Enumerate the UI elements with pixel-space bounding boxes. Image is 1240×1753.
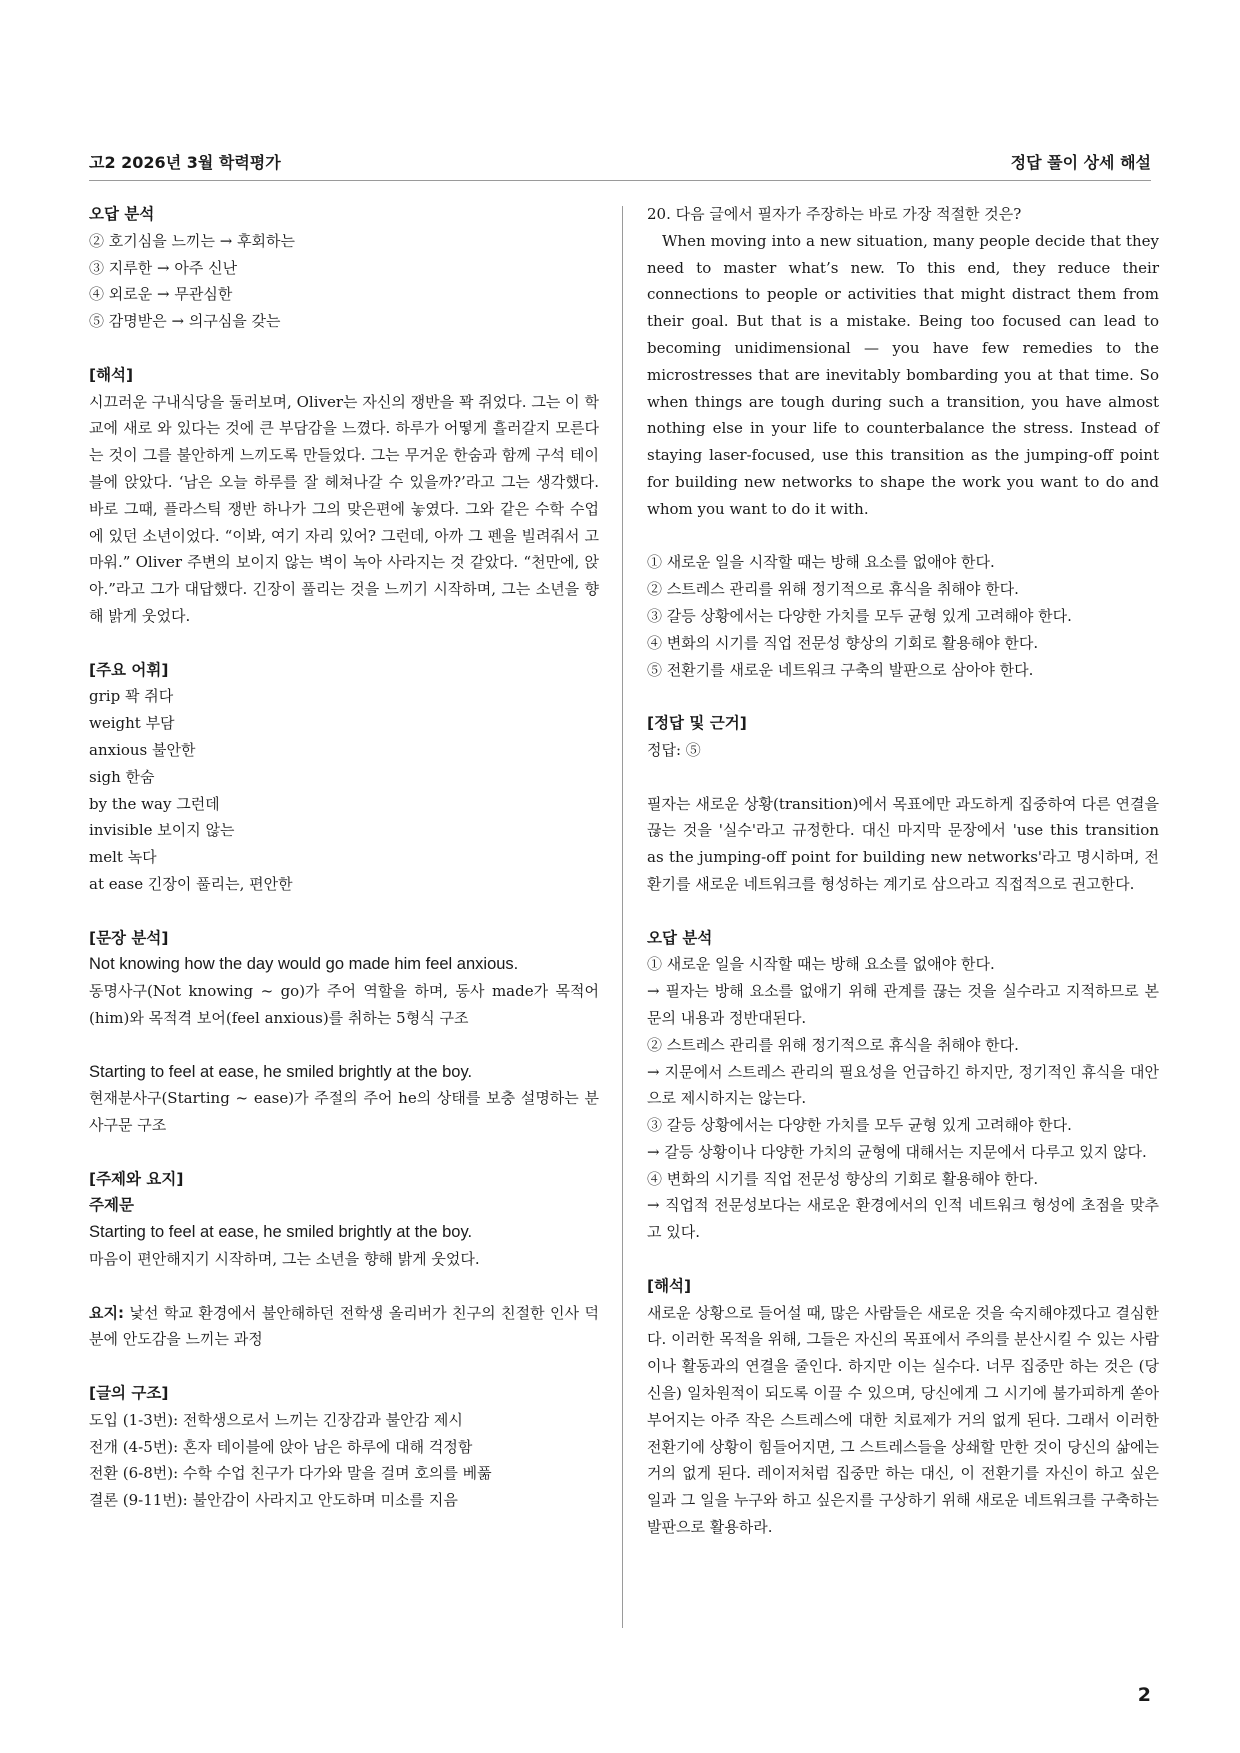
vocab-item: at ease 긴장이 풀리는, 편안한: [89, 874, 293, 893]
vocab-item: grip 꽉 쥐다: [89, 687, 174, 706]
sentence-english: Starting to feel at ease, he smiled brightly at the boy.: [89, 1062, 473, 1081]
theme-sentence-label: 주제문: [89, 1196, 134, 1215]
answer-option: ③ 갈등 상황에서는 다양한 가치를 모두 균형 있게 고려해야 한다.: [647, 606, 1072, 625]
structure-item: 전개 (4-5번): 혼자 테이블에 앉아 남은 하루에 대해 걱정함: [89, 1437, 473, 1456]
theme-title: [주제와 요지]: [89, 1169, 184, 1188]
wrong-item: ⑤ 감명받은 → 의구심을 갖는: [89, 312, 281, 331]
wrong-option-note: → 직업적 전문성보다는 새로운 환경에서의 인적 네트워크 형성에 초점을 맞추고 있다.: [647, 1196, 1159, 1242]
answer-option: ① 새로운 일을 시작할 때는 방해 요소를 없애야 한다.: [647, 553, 995, 572]
sentence-explanation: 동명사구(Not knowing ~ go)가 주어 역할을 하며, 동사 made가 목적어(him)와 목적격 보어(feel anxious)를 취하는 5형식 구조: [89, 982, 599, 1027]
answer-title: [정답 및 근거]: [647, 714, 747, 733]
theme-sentence-english: Starting to feel at ease, he smiled brightly at the boy.: [89, 1223, 473, 1242]
sentence-analysis-title: [문장 분석]: [89, 928, 169, 947]
translation-title: [해석]: [89, 365, 134, 384]
wrong-analysis-title: 오답 분석: [647, 928, 713, 947]
gist-label: 요지:: [89, 1303, 124, 1322]
wrong-option: ① 새로운 일을 시작할 때는 방해 요소를 없애야 한다.: [647, 955, 995, 974]
answer-option: ⑤ 전환기를 새로운 네트워크 구축의 발판으로 삼아야 한다.: [647, 660, 1034, 679]
wrong-analysis-title: 오답 분석: [89, 205, 155, 223]
vocab-item: sigh 한숨: [89, 767, 155, 786]
vocab-item: melt 녹다: [89, 848, 157, 867]
wrong-option-note: → 갈등 상황이나 다양한 가치의 균형에 대해서는 지문에서 다루고 있지 않다.: [647, 1142, 1147, 1161]
translation-text: 새로운 상황으로 들어설 때, 많은 사람들은 새로운 것을 숙지해야겠다고 결심한다. 이러한 목적을 위해, 그들은 자신의 목표에서 주의를 분산시킬 수 있는 사람이나 활동과의 연결을 줄인다. 하지만 이는 실수다. 너무 집중만 하는 것은 (당신을) 일차원적이 되도록 이끌 수 있으며, 당신에게 그 시기에 불가피하게 쏟아부어지는 아주 작은 스트레스에 대한 치료제가 거의 없게 된다. 그래서 이러한 전환기에 상황이 힘들어지면, 그 스트레스들을 상쇄할 만한 것이 당신의 삶에는 거의 없게 된다. 레이저처럼 집중만 하는 대신, 이 전환기를 자신이 하고 싶은 일과 그 일을 누구와 하고 싶은지를 구상하기 위해 새로운 네트워크를 구축하는 발판으로 활용하라.: [647, 1303, 1159, 1537]
question-stem: 20. 다음 글에서 필자가 주장하는 바로 가장 적절한 것은?: [647, 205, 1022, 223]
column-divider: [622, 206, 623, 1628]
document-subtitle: 정답 풀이 상세 해설: [1010, 153, 1151, 172]
vocab-item: weight 부담: [89, 714, 175, 733]
answer-reason: 필자는 새로운 상황(transition)에서 목표에만 과도하게 집중하여 다른 연결을 끊는 것을 '실수'라고 규정한다. 대신 마지막 문장에서 'use this transition as the jumping-off point for building new networks'라고 명시하며, 전환기를 새로운 네트워크를 형성하는 계기로 삼으라고 직접적으로 권고한다.: [647, 794, 1159, 893]
vocab-item: by the way 그런데: [89, 794, 220, 813]
wrong-option: ③ 갈등 상황에서는 다양한 가치를 모두 균형 있게 고려해야 한다.: [647, 1116, 1072, 1135]
wrong-option: ② 스트레스 관리를 위해 정기적으로 휴식을 취해야 한다.: [647, 1035, 1019, 1054]
wrong-option-note: → 필자는 방해 요소를 없애기 위해 관계를 끊는 것을 실수라고 지적하므로 본문의 내용과 정반대된다.: [647, 982, 1159, 1027]
theme-sentence-korean: 마음이 편안해지기 시작하며, 그는 소년을 향해 밝게 웃었다.: [89, 1250, 480, 1269]
structure-item: 전환 (6-8번): 수학 수업 친구가 다가와 말을 걸며 호의를 베풂: [89, 1464, 492, 1483]
wrong-item: ② 호기심을 느끼는 → 후회하는: [89, 231, 296, 250]
wrong-option-note: → 지문에서 스트레스 관리의 필요성을 언급하긴 하지만, 정기적인 휴식을 대안으로 제시하지는 않는다.: [647, 1062, 1159, 1108]
page-number: 2: [1137, 1684, 1151, 1706]
answer-option: ④ 변화의 시기를 직업 전문성 향상의 기회로 활용해야 한다.: [647, 633, 1039, 652]
gist-paragraph: [89, 1300, 599, 1354]
translation-text: 시끄러운 구내식당을 둘러보며, Oliver는 자신의 쟁반을 꽉 쥐었다. 그는 이 학교에 새로 와 있다는 것에 큰 부담감을 느꼈다. 하루가 어떻게 흘러갈지 모른다는 것이 그를 불안하게 느끼도록 만들었다. 그는 무거운 한숨과 함께 구석 테이블에 앉았다. ‘남은 오늘 하루를 잘 헤쳐나갈 수 있을까?’라고 그는 생각했다. 바로 그때, 플라스틱 쟁반 하나가 그의 맞은편에 놓였다. 그와 같은 수학 수업에 있던 소년이었다. “이봐, 여기 자리 있어? 그런데, 아까 그 펜을 빌려줘서 고마워.” Oliver 주변의 보이지 않는 벽이 녹아 사라지는 것 같았다. “천만에, 앉아.”라고 그가 대답했다. 긴장이 풀리는 것을 느끼기 시작하며, 그는 소년을 향해 밝게 웃었다.: [89, 392, 599, 625]
left-column: [89, 201, 599, 1514]
exam-title: 고2 2026년 3월 학력평가: [89, 153, 281, 172]
translation-title: [해석]: [647, 1276, 692, 1295]
sentence-explanation: 현재분사구(Starting ~ ease)가 주절의 주어 he의 상태를 보충 설명하는 분사구문 구조: [89, 1089, 599, 1135]
vocab-title: [주요 어휘]: [89, 660, 169, 679]
right-column: [647, 201, 1159, 1541]
answer-option: ② 스트레스 관리를 위해 정기적으로 휴식을 취해야 한다.: [647, 580, 1019, 599]
vocab-item: invisible 보이지 않는: [89, 821, 235, 840]
reading-passage: When moving into a new situation, many people decide that they need to master what’s new. To this end, they reduce their connections to people or activities that might distract them from their goal. But that is a mistake. Being too focused can lead to becoming unidimensional — you have few remedies to the microstresses that are inevitably bombarding you at that time. So when things are tough during such a transition, you have almost nothing else in your life to counterbalance the stress. Instead of staying laser-focused, use this transition as the jumping-off point for building new networks to shape the work you want to do and whom you want to do it with.: [647, 231, 1159, 518]
sentence-english: Not knowing how the day would go made him feel anxious.: [89, 955, 519, 974]
wrong-item: ④ 외로운 → 무관심한: [89, 285, 233, 304]
wrong-item: ③ 지루한 → 아주 신난: [89, 258, 238, 277]
gist-text: 낯선 학교 환경에서 불안해하던 전학생 올리버가 친구의 친절한 인사 덕분에 안도감을 느끼는 과정: [89, 1303, 599, 1349]
vocab-item: anxious 불안한: [89, 740, 196, 759]
structure-item: 도입 (1-3번): 전학생으로서 느끼는 긴장감과 불안감 제시: [89, 1410, 463, 1429]
wrong-option: ④ 변화의 시기를 직업 전문성 향상의 기회로 활용해야 한다.: [647, 1169, 1039, 1188]
correct-answer: 정답: ⑤: [647, 740, 701, 759]
structure-title: [글의 구조]: [89, 1384, 169, 1403]
structure-item: 결론 (9-11번): 불안감이 사라지고 안도하며 미소를 지음: [89, 1491, 458, 1510]
page-header: [89, 150, 1151, 181]
